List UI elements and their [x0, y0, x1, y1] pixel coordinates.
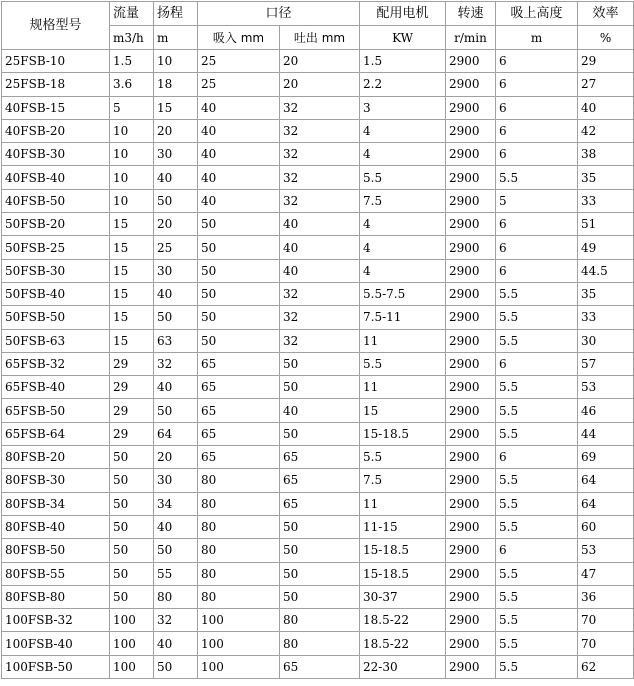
model-cell: 50FSB-50	[2, 306, 110, 329]
discharge-cell: 32	[280, 119, 360, 142]
motor-cell: 5.5	[360, 352, 446, 375]
discharge-cell: 32	[280, 96, 360, 119]
flow-cell: 15	[110, 236, 154, 259]
speed-cell: 2900	[446, 492, 496, 515]
motor-cell: 15-18.5	[360, 422, 446, 445]
flow-cell: 10	[110, 119, 154, 142]
model-cell: 50FSB-20	[2, 213, 110, 236]
head-cell: 20	[154, 446, 198, 469]
table-row	[2, 119, 634, 142]
suction-cell: 40	[198, 166, 280, 189]
lift-cell: 5.5	[496, 515, 578, 538]
table-row	[2, 609, 634, 632]
flow-cell: 1.5	[110, 50, 154, 73]
table-row	[2, 446, 634, 469]
efficiency-cell: 57	[578, 352, 634, 375]
lift-cell: 6	[496, 259, 578, 282]
header-efficiency: 效率	[578, 2, 634, 26]
head-cell: 25	[154, 236, 198, 259]
lift-cell: 6	[496, 143, 578, 166]
suction-cell: 100	[198, 655, 280, 678]
discharge-cell: 40	[280, 259, 360, 282]
table-row	[2, 352, 634, 375]
motor-cell: 15-18.5	[360, 562, 446, 585]
table-row	[2, 213, 634, 236]
head-cell: 40	[154, 515, 198, 538]
suction-cell: 65	[198, 376, 280, 399]
motor-cell: 1.5	[360, 50, 446, 73]
speed-cell: 2900	[446, 259, 496, 282]
table-row	[2, 469, 634, 492]
speed-cell: 2900	[446, 143, 496, 166]
table-row	[2, 96, 634, 119]
model-cell: 25FSB-18	[2, 73, 110, 96]
motor-cell: 18.5-22	[360, 632, 446, 655]
efficiency-cell: 49	[578, 236, 634, 259]
header-head: 扬程	[154, 2, 198, 26]
lift-cell: 5.5	[496, 609, 578, 632]
flow-cell: 15	[110, 329, 154, 352]
model-cell: 80FSB-34	[2, 492, 110, 515]
efficiency-cell: 33	[578, 306, 634, 329]
motor-cell: 4	[360, 259, 446, 282]
discharge-cell: 65	[280, 469, 360, 492]
suction-cell: 100	[198, 609, 280, 632]
model-cell: 80FSB-30	[2, 469, 110, 492]
discharge-cell: 50	[280, 376, 360, 399]
model-cell: 50FSB-40	[2, 282, 110, 305]
suction-cell: 40	[198, 189, 280, 212]
flow-cell: 29	[110, 352, 154, 375]
discharge-cell: 32	[280, 166, 360, 189]
flow-cell: 50	[110, 446, 154, 469]
table-row	[2, 539, 634, 562]
efficiency-cell: 70	[578, 632, 634, 655]
table-row	[2, 655, 634, 678]
header-head-unit: m	[154, 26, 198, 50]
head-cell: 50	[154, 539, 198, 562]
suction-cell: 65	[198, 399, 280, 422]
discharge-cell: 65	[280, 655, 360, 678]
head-cell: 50	[154, 655, 198, 678]
model-cell: 25FSB-10	[2, 50, 110, 73]
flow-cell: 29	[110, 399, 154, 422]
flow-cell: 50	[110, 562, 154, 585]
motor-cell: 4	[360, 236, 446, 259]
suction-cell: 50	[198, 282, 280, 305]
suction-cell: 25	[198, 50, 280, 73]
speed-cell: 2900	[446, 562, 496, 585]
lift-cell: 5.5	[496, 166, 578, 189]
efficiency-cell: 46	[578, 399, 634, 422]
suction-cell: 50	[198, 306, 280, 329]
head-cell: 63	[154, 329, 198, 352]
suction-cell: 100	[198, 632, 280, 655]
pump-spec-table	[1, 1, 634, 679]
speed-cell: 2900	[446, 539, 496, 562]
discharge-cell: 65	[280, 492, 360, 515]
model-cell: 80FSB-50	[2, 539, 110, 562]
efficiency-cell: 40	[578, 96, 634, 119]
speed-cell: 2900	[446, 236, 496, 259]
flow-cell: 5	[110, 96, 154, 119]
flow-cell: 50	[110, 469, 154, 492]
flow-cell: 50	[110, 585, 154, 608]
discharge-cell: 50	[280, 352, 360, 375]
lift-cell: 5.5	[496, 282, 578, 305]
suction-cell: 80	[198, 469, 280, 492]
head-cell: 20	[154, 213, 198, 236]
suction-cell: 65	[198, 446, 280, 469]
motor-cell: 5.5	[360, 166, 446, 189]
discharge-cell: 80	[280, 609, 360, 632]
head-cell: 40	[154, 376, 198, 399]
table-row	[2, 422, 634, 445]
header-flow-unit: m3/h	[110, 26, 154, 50]
speed-cell: 2900	[446, 585, 496, 608]
header-speed-unit: r/min	[446, 26, 496, 50]
flow-cell: 29	[110, 422, 154, 445]
model-cell: 100FSB-32	[2, 609, 110, 632]
motor-cell: 7.5-11	[360, 306, 446, 329]
model-cell: 65FSB-32	[2, 352, 110, 375]
speed-cell: 2900	[446, 306, 496, 329]
flow-cell: 29	[110, 376, 154, 399]
head-cell: 40	[154, 282, 198, 305]
table-row	[2, 492, 634, 515]
efficiency-cell: 60	[578, 515, 634, 538]
lift-cell: 5.5	[496, 632, 578, 655]
lift-cell: 6	[496, 539, 578, 562]
header-model: 规格型号	[2, 2, 110, 50]
suction-cell: 50	[198, 259, 280, 282]
lift-cell: 6	[496, 119, 578, 142]
head-cell: 32	[154, 352, 198, 375]
head-cell: 18	[154, 73, 198, 96]
speed-cell: 2900	[446, 166, 496, 189]
efficiency-cell: 35	[578, 166, 634, 189]
speed-cell: 2900	[446, 73, 496, 96]
table-row	[2, 562, 634, 585]
efficiency-cell: 53	[578, 376, 634, 399]
table-row	[2, 306, 634, 329]
suction-cell: 80	[198, 492, 280, 515]
efficiency-cell: 30	[578, 329, 634, 352]
suction-cell: 80	[198, 585, 280, 608]
table-row	[2, 189, 634, 212]
motor-cell: 7.5	[360, 189, 446, 212]
efficiency-cell: 51	[578, 213, 634, 236]
flow-cell: 50	[110, 515, 154, 538]
model-cell: 40FSB-50	[2, 189, 110, 212]
head-cell: 50	[154, 399, 198, 422]
lift-cell: 5.5	[496, 306, 578, 329]
model-cell: 40FSB-30	[2, 143, 110, 166]
lift-cell: 5.5	[496, 585, 578, 608]
suction-cell: 40	[198, 143, 280, 166]
discharge-cell: 50	[280, 562, 360, 585]
header-speed: 转速	[446, 2, 496, 26]
flow-cell: 15	[110, 282, 154, 305]
motor-cell: 18.5-22	[360, 609, 446, 632]
motor-cell: 11	[360, 492, 446, 515]
lift-cell: 5.5	[496, 376, 578, 399]
speed-cell: 2900	[446, 329, 496, 352]
speed-cell: 2900	[446, 632, 496, 655]
lift-cell: 6	[496, 236, 578, 259]
efficiency-cell: 44	[578, 422, 634, 445]
table-row	[2, 585, 634, 608]
motor-cell: 30-37	[360, 585, 446, 608]
suction-cell: 40	[198, 96, 280, 119]
lift-cell: 5.5	[496, 422, 578, 445]
discharge-cell: 32	[280, 329, 360, 352]
header-discharge: 吐出 mm	[280, 26, 360, 50]
table-row	[2, 143, 634, 166]
flow-cell: 15	[110, 306, 154, 329]
suction-cell: 65	[198, 422, 280, 445]
speed-cell: 2900	[446, 609, 496, 632]
suction-cell: 25	[198, 73, 280, 96]
suction-cell: 80	[198, 562, 280, 585]
discharge-cell: 40	[280, 236, 360, 259]
motor-cell: 7.5	[360, 469, 446, 492]
model-cell: 50FSB-30	[2, 259, 110, 282]
header-suction: 吸入 mm	[198, 26, 280, 50]
model-cell: 65FSB-50	[2, 399, 110, 422]
header-lift-unit: m	[496, 26, 578, 50]
flow-cell: 50	[110, 492, 154, 515]
speed-cell: 2900	[446, 282, 496, 305]
motor-cell: 3	[360, 96, 446, 119]
header-flow: 流量	[110, 2, 154, 26]
table-row	[2, 329, 634, 352]
head-cell: 34	[154, 492, 198, 515]
motor-cell: 4	[360, 119, 446, 142]
efficiency-cell: 64	[578, 469, 634, 492]
head-cell: 40	[154, 632, 198, 655]
model-cell: 65FSB-64	[2, 422, 110, 445]
discharge-cell: 50	[280, 539, 360, 562]
model-cell: 50FSB-25	[2, 236, 110, 259]
header-efficiency-unit: %	[578, 26, 634, 50]
table-row	[2, 376, 634, 399]
head-cell: 10	[154, 50, 198, 73]
flow-cell: 50	[110, 539, 154, 562]
table-row	[2, 282, 634, 305]
speed-cell: 2900	[446, 213, 496, 236]
flow-cell: 10	[110, 166, 154, 189]
model-cell: 65FSB-40	[2, 376, 110, 399]
model-cell: 40FSB-20	[2, 119, 110, 142]
head-cell: 30	[154, 143, 198, 166]
efficiency-cell: 27	[578, 73, 634, 96]
head-cell: 50	[154, 189, 198, 212]
efficiency-cell: 69	[578, 446, 634, 469]
efficiency-cell: 64	[578, 492, 634, 515]
head-cell: 64	[154, 422, 198, 445]
model-cell: 100FSB-50	[2, 655, 110, 678]
efficiency-cell: 62	[578, 655, 634, 678]
discharge-cell: 20	[280, 73, 360, 96]
head-cell: 20	[154, 119, 198, 142]
discharge-cell: 50	[280, 422, 360, 445]
table-row	[2, 166, 634, 189]
speed-cell: 2900	[446, 50, 496, 73]
lift-cell: 5.5	[496, 492, 578, 515]
efficiency-cell: 38	[578, 143, 634, 166]
table-body	[2, 50, 634, 679]
discharge-cell: 32	[280, 143, 360, 166]
lift-cell: 5.5	[496, 655, 578, 678]
efficiency-cell: 35	[578, 282, 634, 305]
efficiency-cell: 70	[578, 609, 634, 632]
discharge-cell: 40	[280, 213, 360, 236]
lift-cell: 5	[496, 189, 578, 212]
efficiency-cell: 36	[578, 585, 634, 608]
table-header	[2, 2, 634, 50]
suction-cell: 50	[198, 236, 280, 259]
speed-cell: 2900	[446, 119, 496, 142]
model-cell: 40FSB-40	[2, 166, 110, 189]
suction-cell: 50	[198, 213, 280, 236]
table-row	[2, 399, 634, 422]
discharge-cell: 20	[280, 50, 360, 73]
lift-cell: 6	[496, 352, 578, 375]
suction-cell: 80	[198, 539, 280, 562]
lift-cell: 6	[496, 50, 578, 73]
lift-cell: 5.5	[496, 399, 578, 422]
model-cell: 80FSB-40	[2, 515, 110, 538]
speed-cell: 2900	[446, 469, 496, 492]
lift-cell: 6	[496, 446, 578, 469]
lift-cell: 6	[496, 213, 578, 236]
speed-cell: 2900	[446, 446, 496, 469]
speed-cell: 2900	[446, 96, 496, 119]
motor-cell: 2.2	[360, 73, 446, 96]
motor-cell: 11-15	[360, 515, 446, 538]
lift-cell: 5.5	[496, 562, 578, 585]
discharge-cell: 50	[280, 515, 360, 538]
flow-cell: 3.6	[110, 73, 154, 96]
efficiency-cell: 29	[578, 50, 634, 73]
model-cell: 80FSB-20	[2, 446, 110, 469]
header-port: 口径	[198, 2, 360, 26]
efficiency-cell: 42	[578, 119, 634, 142]
efficiency-cell: 33	[578, 189, 634, 212]
model-cell: 80FSB-55	[2, 562, 110, 585]
table-row	[2, 632, 634, 655]
motor-cell: 5.5	[360, 446, 446, 469]
motor-cell: 4	[360, 213, 446, 236]
head-cell: 55	[154, 562, 198, 585]
head-cell: 15	[154, 96, 198, 119]
head-cell: 32	[154, 609, 198, 632]
efficiency-cell: 44.5	[578, 259, 634, 282]
efficiency-cell: 47	[578, 562, 634, 585]
model-cell: 80FSB-80	[2, 585, 110, 608]
discharge-cell: 40	[280, 399, 360, 422]
flow-cell: 10	[110, 189, 154, 212]
table-row	[2, 515, 634, 538]
model-cell: 50FSB-63	[2, 329, 110, 352]
motor-cell: 22-30	[360, 655, 446, 678]
lift-cell: 6	[496, 96, 578, 119]
speed-cell: 2900	[446, 376, 496, 399]
header-motor-unit: KW	[360, 26, 446, 50]
suction-cell: 65	[198, 352, 280, 375]
table-row	[2, 73, 634, 96]
discharge-cell: 32	[280, 189, 360, 212]
lift-cell: 6	[496, 73, 578, 96]
speed-cell: 2900	[446, 515, 496, 538]
head-cell: 40	[154, 166, 198, 189]
head-cell: 80	[154, 585, 198, 608]
motor-cell: 15	[360, 399, 446, 422]
table-row	[2, 259, 634, 282]
flow-cell: 15	[110, 213, 154, 236]
header-lift: 吸上高度	[496, 2, 578, 26]
head-cell: 30	[154, 259, 198, 282]
motor-cell: 11	[360, 376, 446, 399]
flow-cell: 100	[110, 632, 154, 655]
head-cell: 30	[154, 469, 198, 492]
model-cell: 100FSB-40	[2, 632, 110, 655]
discharge-cell: 65	[280, 446, 360, 469]
motor-cell: 15-18.5	[360, 539, 446, 562]
motor-cell: 11	[360, 329, 446, 352]
speed-cell: 2900	[446, 399, 496, 422]
efficiency-cell: 53	[578, 539, 634, 562]
suction-cell: 80	[198, 515, 280, 538]
suction-cell: 40	[198, 119, 280, 142]
discharge-cell: 32	[280, 306, 360, 329]
model-cell: 40FSB-15	[2, 96, 110, 119]
flow-cell: 100	[110, 655, 154, 678]
discharge-cell: 50	[280, 585, 360, 608]
speed-cell: 2900	[446, 422, 496, 445]
lift-cell: 5.5	[496, 469, 578, 492]
head-cell: 50	[154, 306, 198, 329]
header-motor: 配用电机	[360, 2, 446, 26]
table-row	[2, 236, 634, 259]
flow-cell: 10	[110, 143, 154, 166]
discharge-cell: 80	[280, 632, 360, 655]
speed-cell: 2900	[446, 352, 496, 375]
table-row	[2, 50, 634, 73]
suction-cell: 50	[198, 329, 280, 352]
speed-cell: 2900	[446, 189, 496, 212]
motor-cell: 4	[360, 143, 446, 166]
lift-cell: 5.5	[496, 329, 578, 352]
discharge-cell: 32	[280, 282, 360, 305]
flow-cell: 15	[110, 259, 154, 282]
speed-cell: 2900	[446, 655, 496, 678]
flow-cell: 100	[110, 609, 154, 632]
motor-cell: 5.5-7.5	[360, 282, 446, 305]
